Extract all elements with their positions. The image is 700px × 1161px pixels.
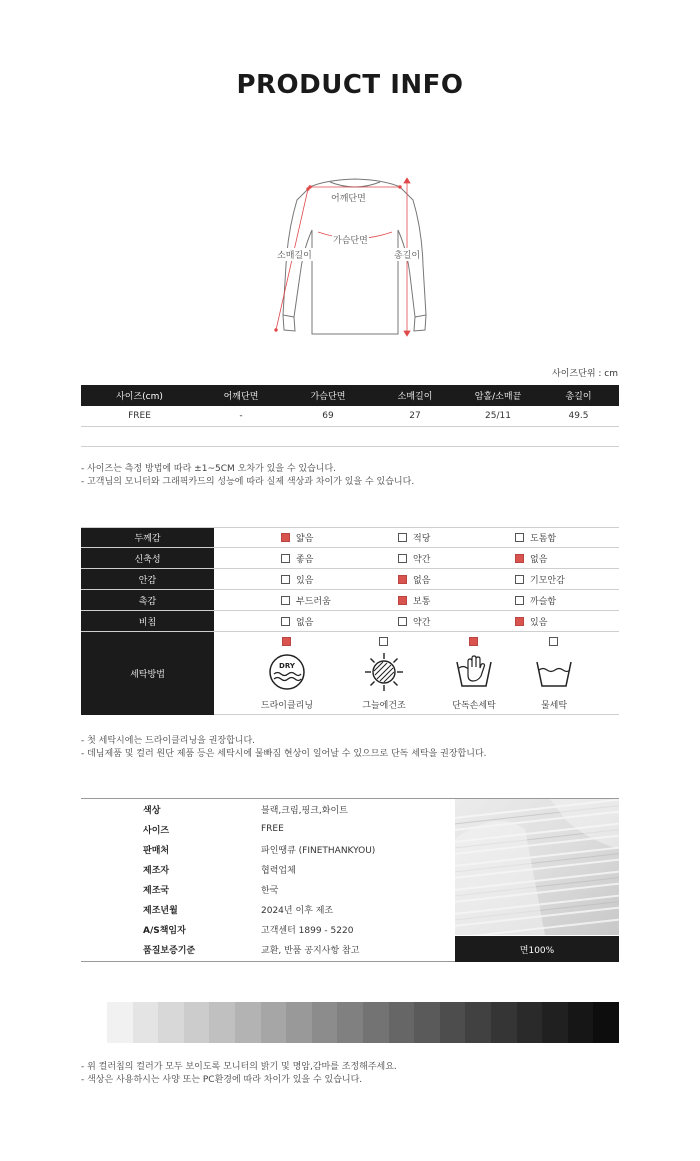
option-label: 기모안감 <box>530 575 565 586</box>
length-col-header: 총길이 <box>538 385 619 406</box>
gray-swatch <box>414 1002 440 1043</box>
info-row-date <box>81 899 455 919</box>
table-row <box>81 406 619 426</box>
info-key: 색상 <box>143 805 161 816</box>
option-label: 없음 <box>413 575 431 586</box>
size-cell: FREE <box>81 406 198 426</box>
property-option <box>398 611 430 631</box>
wash-method-label: 물세탁 <box>540 701 568 711</box>
property-option <box>398 528 430 547</box>
wash-method-dry-clean <box>242 632 332 715</box>
property-label: 비침 <box>81 611 214 631</box>
checkbox-unchecked <box>281 554 290 563</box>
wash-notes <box>81 735 486 761</box>
checkbox-unchecked <box>281 596 290 605</box>
property-option <box>281 528 313 547</box>
grayscale-color-chip <box>107 1002 619 1043</box>
measurement-diagram <box>270 170 440 340</box>
gray-swatch <box>491 1002 517 1043</box>
hand-wash-icon <box>454 652 494 692</box>
checkbox-unchecked <box>515 575 524 584</box>
checkbox-unchecked <box>549 637 558 646</box>
gray-swatch <box>440 1002 466 1043</box>
info-key: 제조국 <box>143 885 170 896</box>
property-option <box>281 611 313 631</box>
wash-method-row <box>81 632 619 715</box>
property-row-sheerness <box>81 611 619 632</box>
size-table <box>81 385 619 427</box>
checkbox-unchecked <box>379 637 388 646</box>
info-value: 교환, 반품 공지사항 참고 <box>261 945 360 956</box>
sleeve-cell: 27 <box>372 406 458 426</box>
checkbox-checked <box>515 617 524 626</box>
wash-method-shade-dry <box>339 632 429 715</box>
diagram-label-sleeve: 소매길이 <box>276 248 313 261</box>
checkbox-unchecked <box>398 533 407 542</box>
option-label: 얇음 <box>296 534 314 544</box>
size-table-header-row <box>81 385 619 406</box>
info-row-as <box>81 919 455 939</box>
fabric-properties <box>81 527 619 711</box>
shoulder-cell: - <box>198 406 284 426</box>
product-info <box>81 798 619 962</box>
property-option <box>398 590 430 610</box>
info-row-warranty <box>81 939 455 959</box>
info-row-color <box>81 799 455 819</box>
gray-swatch <box>568 1002 594 1043</box>
size-col-header: 사이즈(cm) <box>81 385 198 406</box>
info-value: FREE <box>261 824 284 834</box>
property-option <box>515 590 556 610</box>
gray-swatch <box>133 1002 159 1043</box>
info-value: 파인땡큐 (FINETHANKYOU) <box>261 845 376 856</box>
dry-icon-text: DRY <box>279 662 295 670</box>
info-row-size <box>81 819 455 839</box>
info-value: 블랙,크림,핑크,화이트 <box>261 805 348 816</box>
info-key: 제조자 <box>143 865 170 876</box>
info-key: A/S책임자 <box>143 925 186 936</box>
property-option <box>281 548 313 568</box>
armhole-cell: 25/11 <box>458 406 538 426</box>
property-row-lining <box>81 569 619 590</box>
gray-swatch <box>312 1002 338 1043</box>
checkbox-unchecked <box>515 596 524 605</box>
dry-clean-icon <box>267 652 307 692</box>
gray-swatch <box>593 1002 619 1043</box>
wash-note: - 데님제품 및 컬러 원단 제품 등은 세탁시에 물빠짐 현상이 일어날 수 있으므로 단독 세탁을 권장합니다. <box>81 749 487 759</box>
diagram-label-shoulder: 어깨단면 <box>330 191 367 204</box>
info-key: 사이즈 <box>143 825 170 836</box>
gray-swatch <box>286 1002 312 1043</box>
gray-swatch <box>465 1002 491 1043</box>
checkbox-unchecked <box>515 533 524 542</box>
page-title: PRODUCT INFO <box>236 70 464 100</box>
checkbox-checked <box>398 575 407 584</box>
checkbox-checked <box>282 637 291 646</box>
gray-swatch <box>542 1002 568 1043</box>
size-unit: 사이즈단위 : cm <box>552 369 618 379</box>
length-cell: 49.5 <box>538 406 619 426</box>
info-key: 판매처 <box>143 845 170 856</box>
wash-method-hand-wash <box>429 632 519 715</box>
option-label: 까슬함 <box>530 596 557 607</box>
property-option <box>281 590 331 610</box>
size-notes <box>81 463 414 489</box>
wash-note: - 첫 세탁시에는 드라이클리닝을 권장합니다. <box>81 736 256 746</box>
info-value: 고객센터 1899 - 5220 <box>261 925 354 936</box>
property-option <box>398 548 430 568</box>
size-note: - 고객님의 모니터와 그래픽카드의 성능에 따라 실제 색상과 차이가 있을 수 있습니다. <box>81 477 415 487</box>
info-key: 제조년월 <box>143 905 178 916</box>
checkbox-checked <box>515 554 524 563</box>
property-row-touch <box>81 590 619 611</box>
color-note: - 색상은 사용하시는 사양 또는 PC환경에 따라 차이가 있을 수 있습니다. <box>81 1075 363 1085</box>
info-row-seller <box>81 839 455 859</box>
option-label: 있음 <box>530 617 548 628</box>
color-note: - 위 컬러칩의 컬러가 모두 보이도록 모니터의 밝기 및 명암,감마를 조정해주세요. <box>81 1062 397 1072</box>
info-value: 협력업체 <box>261 865 296 876</box>
option-label: 있음 <box>296 575 314 586</box>
property-row-elasticity <box>81 548 619 569</box>
gray-swatch <box>363 1002 389 1043</box>
gray-swatch <box>209 1002 235 1043</box>
option-label: 없음 <box>296 617 314 628</box>
property-row-thickness <box>81 527 619 548</box>
info-key: 품질보증기준 <box>143 945 196 956</box>
option-label: 없음 <box>530 554 548 565</box>
gray-swatch <box>158 1002 184 1043</box>
armhole-col-header: 암홀/소매끝 <box>458 385 538 406</box>
option-label: 약간 <box>413 554 431 565</box>
size-table-empty-row <box>81 426 619 447</box>
property-option <box>398 569 430 589</box>
sleeve-col-header: 소매길이 <box>372 385 458 406</box>
gray-swatch <box>261 1002 287 1043</box>
gray-swatch <box>107 1002 133 1043</box>
fabric-texture-image <box>455 799 619 935</box>
property-label: 세탁방법 <box>81 632 214 715</box>
property-label: 두께감 <box>81 528 214 547</box>
property-option <box>515 611 547 631</box>
gray-swatch <box>337 1002 363 1043</box>
chest-col-header: 가슴단면 <box>284 385 372 406</box>
property-label: 안감 <box>81 569 214 589</box>
checkbox-unchecked <box>398 554 407 563</box>
gray-swatch <box>517 1002 543 1043</box>
fabric-composition: 면100% <box>455 936 619 962</box>
gray-swatch <box>184 1002 210 1043</box>
info-value: 한국 <box>261 885 279 896</box>
water-wash-icon <box>534 652 574 692</box>
size-note: - 사이즈는 측정 방법에 따라 ±1~5CM 오차가 있을 수 있습니다. <box>81 464 337 474</box>
color-notes <box>81 1061 397 1087</box>
option-label: 좋음 <box>296 554 314 565</box>
checkbox-checked <box>469 637 478 646</box>
checkbox-checked <box>281 533 290 542</box>
checkbox-checked <box>398 596 407 605</box>
shoulder-col-header: 어깨단면 <box>198 385 284 406</box>
option-label: 보통 <box>413 596 431 607</box>
gray-swatch <box>235 1002 261 1043</box>
property-option <box>515 548 547 568</box>
chest-cell: 69 <box>284 406 372 426</box>
shade-dry-icon <box>364 652 404 692</box>
property-label: 촉감 <box>81 590 214 610</box>
fabric-photo <box>455 799 619 935</box>
option-label: 부드러움 <box>296 596 331 607</box>
checkbox-unchecked <box>281 575 290 584</box>
property-option <box>281 569 313 589</box>
info-row-country <box>81 879 455 899</box>
diagram-label-chest: 가슴단면 <box>332 233 369 246</box>
option-label: 적당 <box>413 534 431 544</box>
property-option <box>515 528 556 547</box>
property-label: 신축성 <box>81 548 214 568</box>
option-label: 도톰함 <box>530 534 557 544</box>
info-row-manufacturer <box>81 859 455 879</box>
checkbox-unchecked <box>398 617 407 626</box>
info-value: 2024년 이후 제조 <box>261 905 334 916</box>
wash-method-label: 드라이클리닝 <box>260 701 314 711</box>
property-option <box>515 569 565 589</box>
wash-method-label: 단독손세탁 <box>452 701 496 711</box>
diagram-label-length: 총길이 <box>393 248 421 261</box>
checkbox-unchecked <box>281 617 290 626</box>
wash-method-water-wash <box>509 632 599 715</box>
wash-method-label: 그늘에건조 <box>362 701 406 711</box>
gray-swatch <box>389 1002 415 1043</box>
option-label: 약간 <box>413 617 431 628</box>
